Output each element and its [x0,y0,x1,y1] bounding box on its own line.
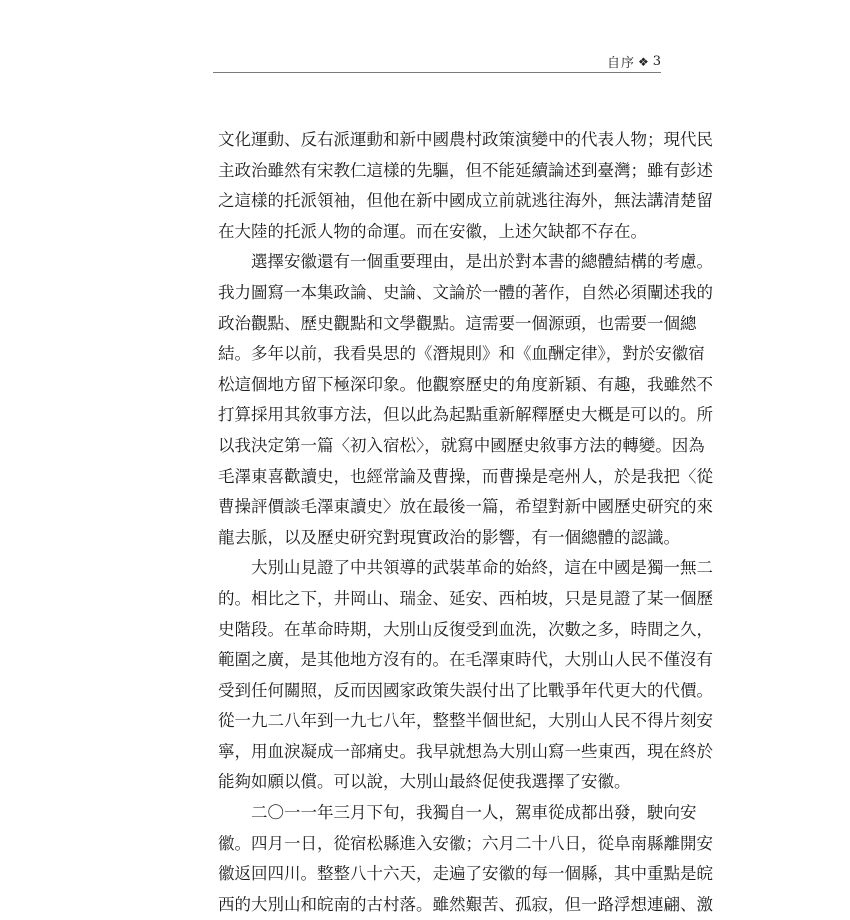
text-line: 曹操評價談毛澤東讀史〉放在最後一篇，希望對新中國歷史研究的來 [218,497,713,517]
page-number: 3 [652,54,662,69]
text-line: 結。多年以前，我看吳思的《潛規則》和《血酬定律》，對於安徽宿 [218,344,705,364]
text-line: 受到任何關照，反而因國家政策失誤付出了比戰爭年代更大的代價。 [218,680,713,700]
text-line: 之這樣的托派領袖，但他在新中國成立前就逃往海外，無法講清楚留 [218,191,713,211]
text-line: 史階段。在革命時期，大別山反復受到血洗，次數之多，時間之久， [218,619,713,639]
text-line: 打算採用其敘事方法，但以此為起點重新解釋歷史大概是可以的。所 [218,405,713,425]
text-line: 從一九二八年到一九七八年，整整半個世紀，大別山人民不得片刻安 [218,711,713,731]
text-line: 主政治雖然有宋教仁這樣的先驅，但不能延續論述到臺灣；雖有彭述 [218,160,713,180]
chapter-title: 自序 [606,56,635,71]
text-line: 大別山見證了中共領導的武裝革命的始終，這在中國是獨一無二 [251,558,713,578]
text-line: 以我決定第一篇〈初入宿松〉，就寫中國歷史敘事方法的轉變。因為 [218,435,705,455]
text-line: 我力圖寫一本集政論、史論、文論於一體的著作，自然必須闡述我的 [218,282,713,302]
text-line: 毛澤東喜歡讀史，也經常論及曹操，而曹操是亳州人，於是我把〈從 [218,466,713,486]
text-line: 寧，用血淚凝成一部痛史。我早就想為大別山寫一些東西，現在終於 [218,741,713,761]
text-line: 選擇安徽還有一個重要理由，是出於對本書的總體結構的考慮。 [251,252,713,272]
text-line: 的。相比之下，井岡山、瑞金、延安、西柏坡，只是見證了某一個歷 [218,588,713,608]
text-line: 龍去脈，以及歷史研究對現實政治的影響，有一個總體的認識。 [218,527,680,547]
running-header [607,52,662,71]
text-line: 松這個地方留下極深印象。他觀察歷史的角度新穎、有趣，我雖然不 [218,374,713,394]
text-line: 在大陸的托派人物的命運。而在安徽，上述欠缺都不存在。 [218,221,647,241]
text-line: 政治觀點、歷史觀點和文學觀點。這需要一個源頭，也需要一個總 [218,313,697,333]
body-text [218,125,713,920]
text-line: 徽。四月一日，從宿松縣進入安徽；六月二十八日，從阜南縣離開安 [218,833,713,853]
text-line: 二〇一一年三月下旬，我獨自一人，駕車從成都出發，駛向安 [251,803,697,823]
text-line: 徽返回四川。整整八十六天，走遍了安徽的每一個縣，其中重點是皖 [218,864,713,884]
text-line: 文化運動、反右派運動和新中國農村政策演變中的代表人物；現代民 [218,130,713,149]
text-line: 西的大別山和皖南的古村落。雖然艱苦、孤寂，但一路浮想連翩、激 [218,894,713,914]
ornament-icon: ❖ [637,54,650,69]
text-line: 能夠如願以償。可以說，大別山最終促使我選擇了安徽。 [218,772,631,792]
text-line: 範圍之廣，是其他地方沒有的。在毛澤東時代，大別山人民不僅沒有 [218,650,713,670]
header-rule [213,72,661,73]
